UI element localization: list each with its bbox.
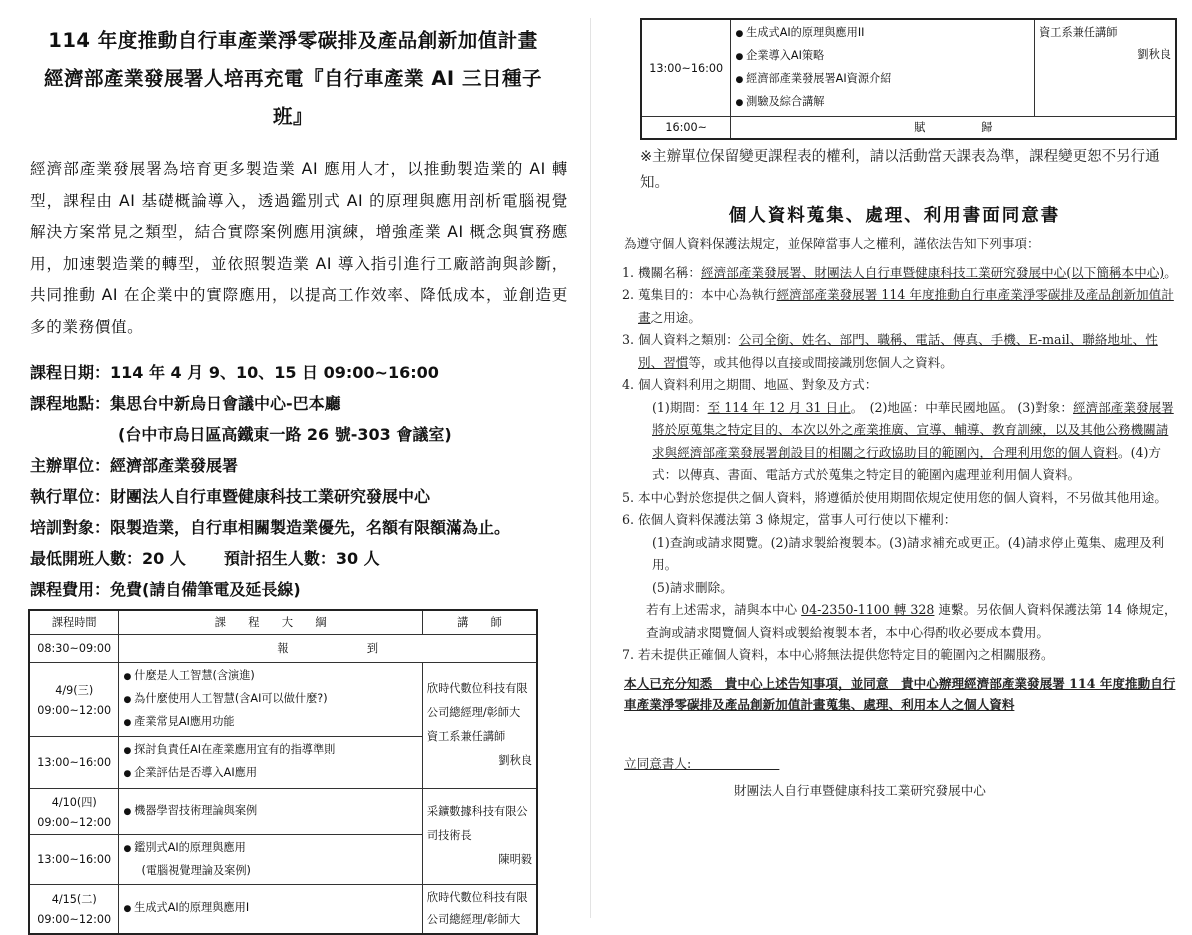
contact-phone: 04-2350-1100 轉 328 bbox=[801, 602, 935, 617]
item-underlined: 經濟部產業發展署、財團法人自行車暨健康科技工業研究發展中心(以下簡稱本中心) bbox=[701, 264, 1165, 280]
outline-cell bbox=[119, 834, 422, 884]
outline-item: ● 企業評估是否導入AI應用 bbox=[123, 762, 417, 785]
outline-item: ● 企業導入AI策略 bbox=[735, 45, 1030, 68]
list-item: 6. 依個人資料保護法第 3 條規定，當事人可行使以下權利： bbox=[622, 512, 957, 527]
target-audience: 培訓對象：限製造業，自行車相關製造業優先，名額有限額滿為止。 bbox=[30, 518, 511, 537]
outline-item: ● 生成式AI的原理與應用I bbox=[123, 897, 417, 920]
list-item: 7. 若未提供正確個人資料，本中心將無法提供您特定目的範圍內之相關服務。 bbox=[622, 647, 1054, 662]
outline-item: ● 鑑別式AI的原理與應用 bbox=[123, 837, 417, 860]
teacher-org: 欣時代數位科技有限 bbox=[426, 890, 528, 904]
item-text: 2. 蒐集目的：本中心為執行 bbox=[622, 287, 777, 302]
header-outline: 課 程 大 綱 bbox=[119, 610, 422, 634]
list-subitem bbox=[622, 599, 1177, 644]
organization-name: 財團法人自行車暨健康科技工業研究發展中心 bbox=[734, 782, 986, 798]
title-line: 114 年度推動自行車產業淨零碳排及產品創新加值計畫 bbox=[48, 29, 538, 52]
course-fee: 課程費用：免費(請自備筆電及延長線) bbox=[30, 580, 301, 599]
teacher-title: 資工系兼任講師 bbox=[1039, 26, 1118, 39]
time-cell: 13:00~16:00 bbox=[641, 19, 731, 117]
teacher-cell bbox=[422, 884, 537, 934]
outline-item: ● 機器學習技術理論與案例 bbox=[123, 800, 417, 823]
headcount bbox=[30, 543, 568, 574]
item-text: 1. 機關名稱： bbox=[622, 264, 701, 280]
course-date: 課程日期：114 年 4 月 9、10、15 日 09:00~16:00 bbox=[30, 363, 439, 382]
time-cell bbox=[29, 788, 119, 834]
outline-cell bbox=[119, 662, 422, 736]
outline-item: ● 什麼是人工智慧(含演進) bbox=[123, 665, 417, 688]
time-cell: 16:00~ bbox=[641, 117, 731, 139]
item-text: (1)期間： bbox=[652, 399, 708, 415]
session-date: 4/15(二) bbox=[51, 893, 97, 906]
teacher-title: 公司總經理/彰師大 bbox=[426, 912, 521, 926]
outline-note: (電腦視覺理論及案例) bbox=[141, 863, 251, 877]
item-text: 若有上述需求，請與本中心 bbox=[646, 602, 802, 617]
teacher-name: 劉秋良 bbox=[498, 754, 532, 767]
consent-agreement: 本人已充分知悉 貴中心上述告知事項，並同意 貴中心辦理經濟部產業發展署 114 年度推動自行車產業淨零碳排及產品創新加值計畫蒐集、處理、利用本人之個人資料 bbox=[624, 675, 1176, 712]
list-item bbox=[622, 284, 1177, 329]
expected-people: 預計招生人數：30 人 bbox=[223, 549, 380, 568]
item-text: 連繫。另依個人資料保護法第 14 條規定，查詢或請求閱覽個人資料或製給複製本者，本中心得酌收必要成本費用。 bbox=[646, 602, 1177, 640]
session-time: 09:00~12:00 bbox=[37, 815, 112, 829]
min-people: 最低開班人數：20 人 bbox=[30, 549, 186, 568]
outline-cell bbox=[119, 884, 422, 934]
item-text: 。 (2)地區：中華民國地區。 (3)對象： bbox=[850, 399, 1073, 415]
teacher-title: 司技術長 bbox=[426, 829, 472, 842]
session-time: 09:00~12:00 bbox=[37, 703, 112, 717]
table-row bbox=[29, 662, 537, 736]
consent-body bbox=[612, 233, 1177, 799]
signer-label: 立同意書人: bbox=[624, 755, 780, 771]
outline-item: ● 測驗及綜合講解 bbox=[735, 91, 1030, 114]
teacher-title: 公司總經理/彰師大 bbox=[426, 706, 521, 719]
dismiss-cell: 賦 歸 bbox=[731, 117, 1176, 139]
teacher-title: 資工系兼任講師 bbox=[426, 730, 506, 743]
table-row bbox=[29, 634, 537, 662]
outline-item: ● 生成式AI的原理與應用II bbox=[735, 22, 1030, 45]
schedule-table-continued bbox=[640, 18, 1177, 140]
table-row bbox=[641, 19, 1176, 117]
list-item: 4. 個人資料利用之期間、地區、對象及方式： bbox=[622, 377, 878, 392]
table-row bbox=[29, 788, 537, 834]
consent-title: 個人資料蒐集、處理、利用書面同意書 bbox=[728, 205, 1061, 226]
title-line: 經濟部產業發展署人培再充電『自行車產業 AI 三日種子 bbox=[44, 67, 542, 90]
time-cell bbox=[29, 662, 119, 736]
checkin-cell: 報 到 bbox=[119, 634, 537, 662]
outline-item: ● 產業常見AI應用功能 bbox=[123, 711, 417, 734]
session-date: 4/9(三) bbox=[55, 683, 94, 697]
schedule-table bbox=[28, 609, 538, 935]
list-subitem bbox=[622, 397, 1177, 487]
teacher-cell bbox=[422, 662, 537, 788]
list-subitem: (1)查詢或請求閱覽。(2)請求製給複製本。(3)請求補充或更正。(4)請求停止蒐集、處理及利用。 bbox=[652, 534, 1165, 572]
session-time: 09:00~12:00 bbox=[37, 913, 112, 926]
item-underlined: 公司全銜、姓名、部門、職稱、電話、傳真、手機、E-mail、聯絡地址、性別、習慣 bbox=[638, 332, 1158, 370]
intro-paragraph: 經濟部產業發展署為培育更多製造業 AI 應用人才，以推動製造業的 AI 轉型，課程由 AI 基礎概論導入，透過鑑別式 AI 的原理與應用剖析電腦視覺解決方案常見之類型，結合實際案例應用演練，增強產業 AI 概念與實務應用，加速製造業的轉型，並依照製造業 AI 導入指引進行工廠諮詢與診斷，共同推動 AI 在企業中的實際應用，以提高工作效率、降低成本，並創造更多的業務價值。 bbox=[30, 160, 568, 336]
time-cell: 13:00~16:00 bbox=[29, 736, 119, 788]
executor: 執行單位：財團法人自行車暨健康科技工業研究發展中心 bbox=[30, 487, 431, 506]
item-text: 等，或其他得以直接或間接識別您個人之資料。 bbox=[688, 354, 953, 370]
item-text: 3. 個人資料之類別： bbox=[622, 332, 739, 347]
title-line: 班』 bbox=[272, 105, 313, 128]
column-divider bbox=[590, 18, 591, 918]
table-header-row bbox=[29, 610, 537, 634]
session-date: 4/10(四) bbox=[51, 795, 97, 809]
item-underlined: 至 114 年 12 月 31 日止 bbox=[707, 399, 851, 415]
header-time: 課程時間 bbox=[29, 610, 119, 634]
header-teacher: 講 師 bbox=[422, 610, 537, 634]
organizer: 主辦單位：經濟部產業發展署 bbox=[30, 456, 239, 475]
table-row bbox=[641, 117, 1176, 139]
course-info bbox=[30, 357, 568, 605]
teacher-org: 欣時代數位科技有限 bbox=[426, 682, 528, 695]
left-column bbox=[18, 22, 568, 935]
course-location: 課程地點：集思台中新烏日會議中心-巴本廳 bbox=[30, 394, 341, 413]
signer-line bbox=[624, 753, 1177, 772]
table-row bbox=[29, 884, 537, 934]
item-underlined: 經濟部產業發展署將於原蒐集之特定目的、本次以外之產業推廣、宣導、輔導、教育訓練，以及其他公務機關請求與經濟部產業發展署創設目的相關之行政協助目的範圍內，合理利用您的個人資料 bbox=[652, 399, 1174, 460]
time-cell: 08:30~09:00 bbox=[29, 634, 119, 662]
consent-lead: 為遵守個人資料保護法規定，並保障當事人之權利，謹依法告知下列事項： bbox=[624, 235, 1040, 251]
list-subitem: (5)請求刪除。 bbox=[652, 579, 733, 595]
teacher-org: 采鑛數據科技有限公 bbox=[426, 805, 528, 818]
list-item bbox=[622, 329, 1177, 374]
consent-list bbox=[622, 262, 1177, 667]
page-title bbox=[18, 22, 568, 136]
item-text: 。(4)方式：以傳真、書面、電話方式於蒐集之特定目的範圍內處理並利用個人資料。 bbox=[652, 444, 1161, 482]
schedule-note: ※主辦單位保留變更課程表的權利，請以活動當天課表為準，課程變更恕不另行通知。 bbox=[640, 148, 1160, 191]
outline-cell bbox=[119, 736, 422, 788]
right-column bbox=[612, 18, 1177, 799]
outline-item: ● 為什麼使用人工智慧(含AI可以做什麼?) bbox=[123, 688, 417, 711]
teacher-cell bbox=[1035, 19, 1176, 117]
outline-item: ● 探討負責任AI在產業應用宜有的指導準則 bbox=[123, 739, 417, 762]
teacher-name: 陳明毅 bbox=[498, 853, 532, 866]
item-text: 。 bbox=[1164, 264, 1177, 280]
item-underlined: 經濟部產業發展署 114 年度推動自行車產業淨零碳排及產品創新加值計畫 bbox=[638, 287, 1174, 325]
course-address: (台中市烏日區高鐵東一路 26 號-303 會議室) bbox=[118, 425, 452, 444]
teacher-cell bbox=[422, 788, 537, 884]
list-item bbox=[622, 262, 1177, 285]
time-cell: 13:00~16:00 bbox=[29, 834, 119, 884]
teacher-name: 劉秋良 bbox=[1137, 48, 1171, 61]
outline-cell bbox=[119, 788, 422, 834]
outline-cell bbox=[731, 19, 1035, 117]
item-text: 之用途。 bbox=[650, 309, 701, 325]
list-item: 5. 本中心對於您提供之個人資料，將遵循於使用期間依規定使用您的個人資料，不另做其他用途。 bbox=[622, 489, 1167, 505]
outline-item: ● 經濟部產業發展署AI資源介紹 bbox=[735, 68, 1030, 91]
time-cell bbox=[29, 884, 119, 934]
